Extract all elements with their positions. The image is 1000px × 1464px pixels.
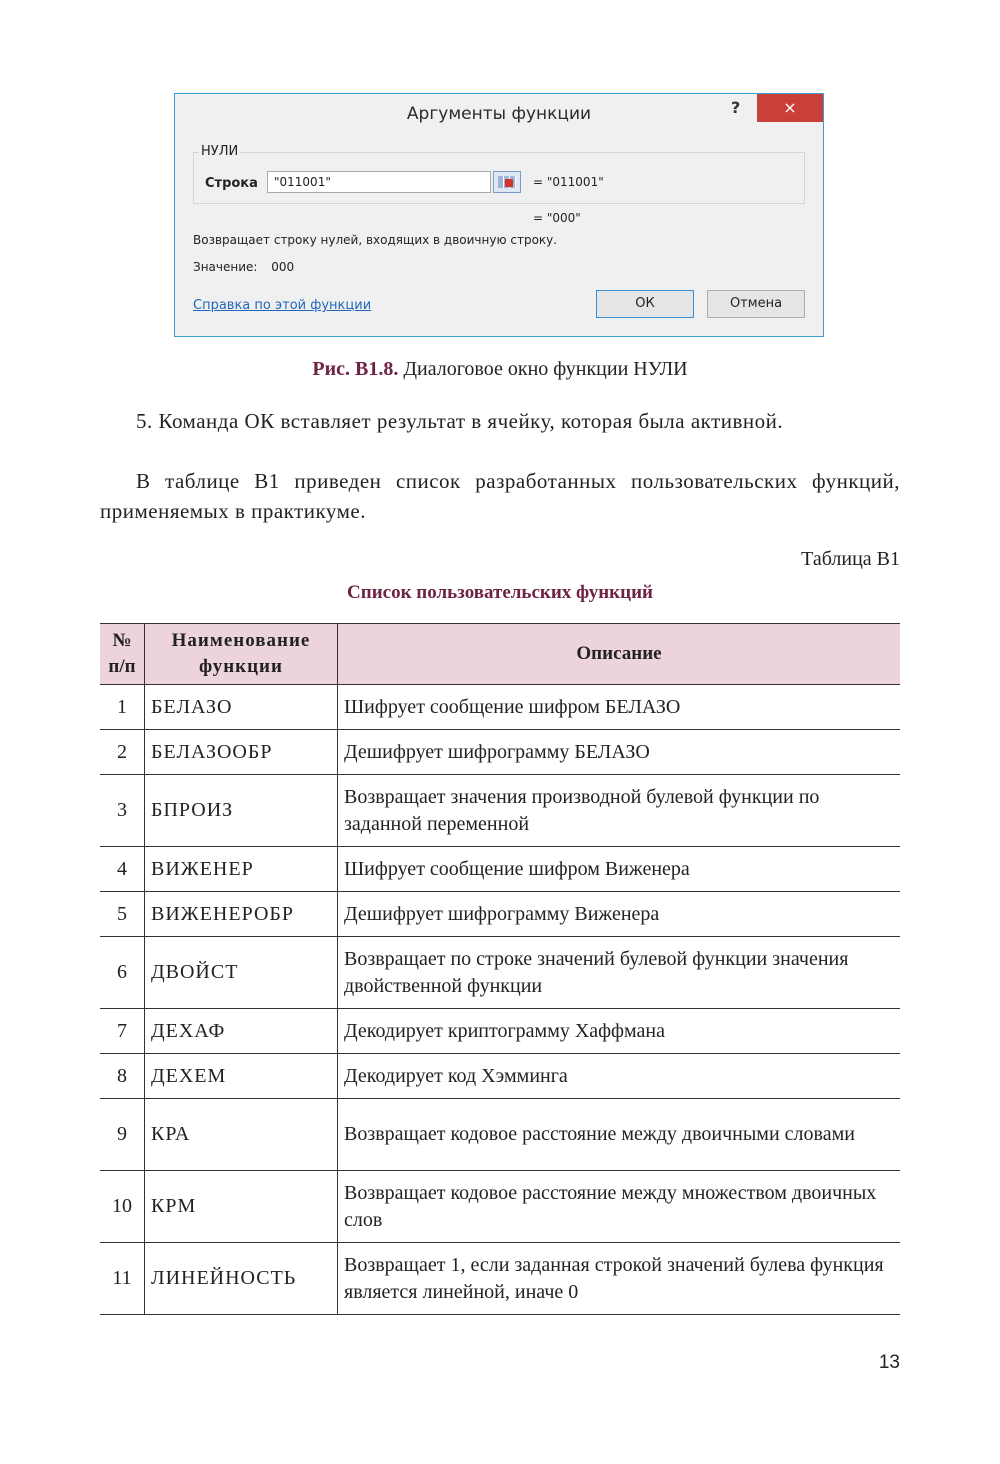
row-description: Декодирует код Хэмминга (338, 1054, 901, 1099)
argument-input[interactable]: "011001" (267, 171, 491, 193)
function-description: Возвращает строку нулей, входящих в двоичную строку. (193, 233, 558, 247)
row-number: 7 (100, 1009, 145, 1054)
row-number: 1 (100, 685, 145, 730)
value-text: 000 (271, 260, 295, 274)
table-row (100, 685, 900, 730)
table-row (100, 1009, 900, 1054)
row-function-name: ДВОЙСТ (145, 937, 338, 1009)
row-function-name: БЕЛАЗО (145, 685, 338, 730)
table-row (100, 775, 900, 847)
argument-label: Строка (205, 176, 258, 191)
row-function-name: ВИЖЕНЕРОБР (145, 892, 338, 937)
row-number: 8 (100, 1054, 145, 1099)
row-description: Возвращает 1, если заданная строкой значений булева функция является линейной, иначе 0 (338, 1243, 901, 1315)
table-row (100, 937, 900, 1009)
figure-caption (0, 358, 1000, 381)
row-number: 5 (100, 892, 145, 937)
range-select-button[interactable] (493, 171, 521, 193)
dialog-title: Аргументы функции (406, 104, 592, 124)
table-row (100, 730, 900, 775)
row-function-name: ЛИНЕЙНОСТЬ (145, 1243, 338, 1315)
table-row (100, 892, 900, 937)
table-number: Таблица В1 (801, 548, 900, 570)
row-description: Декодирует криптограмму Хаффмана (338, 1009, 901, 1054)
close-button[interactable]: × (757, 94, 823, 122)
paragraph (100, 466, 900, 526)
row-description: Шифрует сообщение шифром БЕЛАЗО (338, 685, 901, 730)
value-label: Значение: (193, 260, 258, 274)
row-function-name: ВИЖЕНЕР (145, 847, 338, 892)
table-row (100, 1243, 900, 1315)
function-name-label: НУЛИ (201, 144, 239, 159)
row-number: 6 (100, 937, 145, 1009)
row-function-name: БЕЛАЗООБР (145, 730, 338, 775)
help-question-icon[interactable]: ? (731, 98, 741, 117)
row-description: Возвращает кодовое расстояние между множеством двоичных слов (338, 1171, 901, 1243)
table-title: Список пользовательских функций (347, 582, 653, 603)
table-header-row (100, 624, 900, 685)
row-function-name: ДЕХАФ (145, 1009, 338, 1054)
table-row (100, 1054, 900, 1099)
row-number: 9 (100, 1099, 145, 1171)
cancel-button[interactable]: Отмена (707, 290, 805, 318)
row-number: 2 (100, 730, 145, 775)
row-description: Возвращает по строке значений булевой функции значения двойственной функции (338, 937, 901, 1009)
row-description: Дешифрует шифрограмму БЕЛАЗО (338, 730, 901, 775)
row-description: Шифрует сообщение шифром Виженера (338, 847, 901, 892)
page-number: 13 (878, 1352, 900, 1373)
function-arguments-dialog (174, 93, 824, 337)
argument-evaluation: = "011001" (533, 175, 604, 189)
result-evaluation: = "000" (533, 211, 581, 225)
row-function-name: КРМ (145, 1171, 338, 1243)
row-number: 11 (100, 1243, 145, 1315)
paragraph-text: 5. Команда ОК вставляет результат в ячейку, которая была активной. (136, 409, 784, 433)
row-function-name: КРА (145, 1099, 338, 1171)
row-number: 10 (100, 1171, 145, 1243)
table-row (100, 1171, 900, 1243)
dialog-titlebar (175, 94, 823, 132)
row-description: Дешифрует шифрограмму Виженера (338, 892, 901, 937)
row-function-name: ДЕХЕМ (145, 1054, 338, 1099)
header-description: Описание (338, 624, 901, 685)
function-help-link[interactable]: Справка по этой функции (193, 298, 372, 313)
row-description: Возвращает кодовое расстояние между двоичными словами (338, 1099, 901, 1171)
table-row (100, 847, 900, 892)
header-name: Наименование функции (145, 624, 338, 685)
header-number: № п/п (100, 624, 145, 685)
row-function-name: БПРОИЗ (145, 775, 338, 847)
value-row (193, 260, 294, 274)
collapse-arrow-icon (505, 179, 513, 187)
row-description: Возвращает значения производной булевой функции по заданной переменной (338, 775, 901, 847)
functions-table (100, 623, 900, 1315)
figure-text: Диалоговое окно функции НУЛИ (403, 358, 688, 380)
table-row (100, 1099, 900, 1171)
row-number: 3 (100, 775, 145, 847)
paragraph-text: В таблице В1 приведен список разработанных пользовательских функций, применяемых в практикуме. (100, 469, 900, 523)
ok-button[interactable]: ОК (596, 290, 694, 318)
figure-label: Рис. В1.8. (312, 358, 399, 380)
paragraph (100, 406, 900, 436)
row-number: 4 (100, 847, 145, 892)
